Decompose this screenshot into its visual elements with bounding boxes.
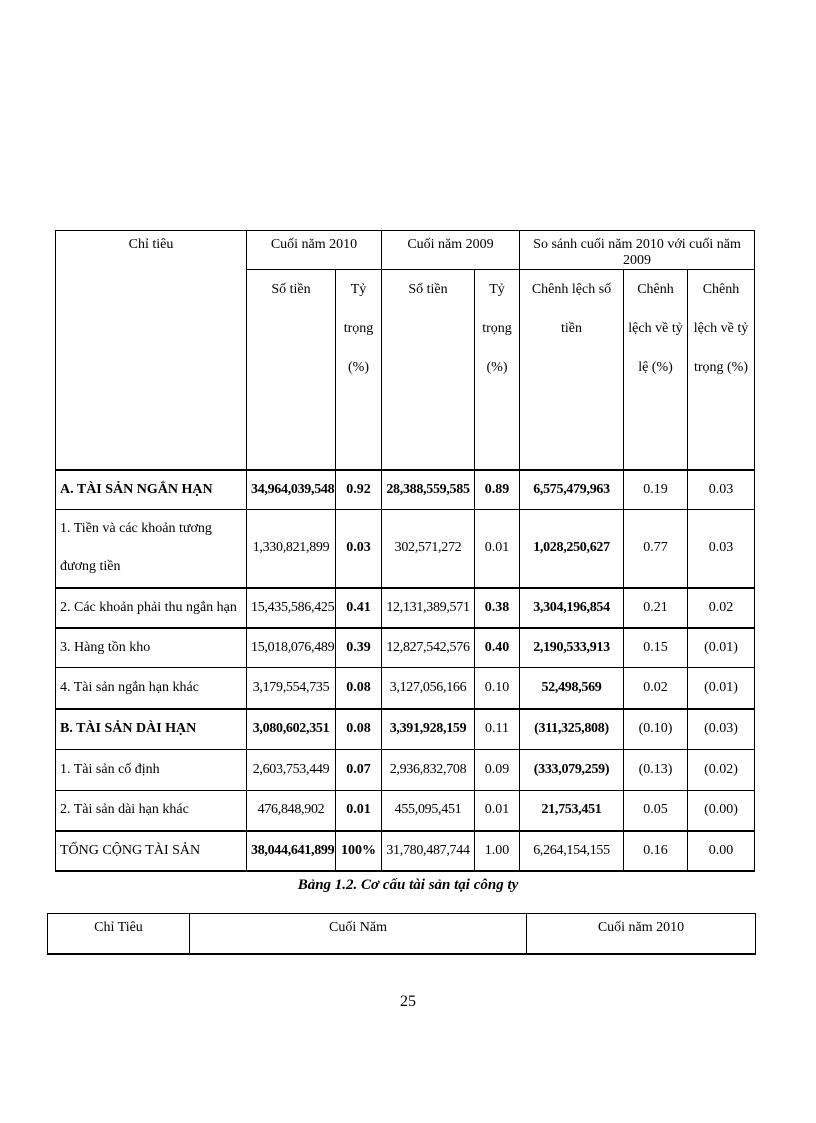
cell-so-tien-2009: 31,780,487,744 — [382, 831, 475, 871]
cell-ty-trong-2010: 0.41 — [336, 588, 382, 628]
cell-chenh-lech-ty-trong: 0.02 — [688, 588, 755, 628]
header-cuoi-2009: Cuối năm 2009 — [382, 231, 520, 270]
cell-so-tien-2009: 28,388,559,585 — [382, 470, 475, 510]
cell-chenh-lech-ty-le: 0.77 — [624, 510, 688, 588]
table-row — [56, 628, 755, 668]
header-cuoi-2010: Cuối năm 2010 — [247, 231, 382, 270]
cell-chenh-lech-so-tien: 6,264,154,155 — [520, 831, 624, 871]
header-chenh-lech-so-tien: Chênh lệch số tiền — [520, 270, 624, 470]
cell-ty-trong-2010: 0.92 — [336, 470, 382, 510]
cell-so-tien-2009: 12,131,389,571 — [382, 588, 475, 628]
cell-ty-trong-2010: 0.07 — [336, 750, 382, 791]
cell-so-tien-2010: 15,018,076,489 — [247, 628, 336, 668]
cell-ty-trong-2010: 0.08 — [336, 668, 382, 709]
cell-ty-trong-2010: 100% — [336, 831, 382, 871]
header-chenh-lech-ty-trong: Chênh lệch về tỷ trọng (%) — [688, 270, 755, 470]
cell-ty-trong-2009: 0.38 — [475, 588, 520, 628]
cell-chenh-lech-ty-le: 0.15 — [624, 628, 688, 668]
cell-chenh-lech-ty-le: 0.02 — [624, 668, 688, 709]
cell-so-tien-2009: 3,391,928,159 — [382, 709, 475, 750]
cell-so-tien-2010: 3,179,554,735 — [247, 668, 336, 709]
cell-chenh-lech-ty-trong: (0.03) — [688, 709, 755, 750]
cell-so-tien-2009: 302,571,272 — [382, 510, 475, 588]
asset-structure-table — [55, 230, 755, 872]
cell-chenh-lech-so-tien: 21,753,451 — [520, 791, 624, 831]
header-so-tien-2010: Số tiền — [247, 270, 336, 470]
cell-ty-trong-2009: 0.89 — [475, 470, 520, 510]
table-row — [56, 588, 755, 628]
row-label: 3. Hàng tồn kho — [56, 628, 247, 668]
header-ty-trong-2009: Tỷ trọng (%) — [475, 270, 520, 470]
cell-chenh-lech-ty-trong: 0.00 — [688, 831, 755, 871]
cell-so-tien-2010: 3,080,602,351 — [247, 709, 336, 750]
cell-chenh-lech-ty-trong: (0.00) — [688, 791, 755, 831]
cell-ty-trong-2010: 0.01 — [336, 791, 382, 831]
cell-so-tien-2010: 38,044,641,899 — [247, 831, 336, 871]
cell-so-tien-2009: 2,936,832,708 — [382, 750, 475, 791]
table-row — [56, 668, 755, 709]
cell-so-tien-2009: 3,127,056,166 — [382, 668, 475, 709]
table-row — [56, 470, 755, 510]
header-chi-tieu: Chỉ tiêu — [56, 231, 247, 470]
row-label: B. TÀI SẢN DÀI HẠN — [56, 709, 247, 750]
cell-so-tien-2010: 2,603,753,449 — [247, 750, 336, 791]
header-so-sanh: So sánh cuối năm 2010 với cuối năm 2009 — [520, 231, 755, 270]
cell-ty-trong-2009: 0.11 — [475, 709, 520, 750]
cell-ty-trong-2010: 0.08 — [336, 709, 382, 750]
cell-ty-trong-2010: 0.39 — [336, 628, 382, 668]
cell-chenh-lech-so-tien: (311,325,808) — [520, 709, 624, 750]
cell-so-tien-2010: 15,435,586,425 — [247, 588, 336, 628]
table-row — [56, 750, 755, 791]
cell-chenh-lech-ty-le: 0.19 — [624, 470, 688, 510]
cell-chenh-lech-so-tien: 3,304,196,854 — [520, 588, 624, 628]
second-table-header — [47, 913, 756, 955]
cell-ty-trong-2010: 0.03 — [336, 510, 382, 588]
cell-chenh-lech-ty-le: 0.16 — [624, 831, 688, 871]
row-label: 1. Tiền và các khoản tương đương tiền — [56, 510, 247, 588]
cell-chenh-lech-ty-le: (0.13) — [624, 750, 688, 791]
cell-chenh-lech-so-tien: 1,028,250,627 — [520, 510, 624, 588]
cell-chenh-lech-ty-trong: (0.01) — [688, 628, 755, 668]
second-header-cuoi-2010: Cuối năm 2010 — [527, 914, 756, 955]
cell-chenh-lech-ty-trong: (0.01) — [688, 668, 755, 709]
cell-chenh-lech-ty-trong: 0.03 — [688, 510, 755, 588]
header-row-1 — [56, 231, 755, 270]
row-label: 2. Các khoản phải thu ngắn hạn — [56, 588, 247, 628]
cell-so-tien-2010: 34,964,039,548 — [247, 470, 336, 510]
cell-chenh-lech-ty-le: (0.10) — [624, 709, 688, 750]
cell-chenh-lech-ty-trong: (0.02) — [688, 750, 755, 791]
cell-chenh-lech-so-tien: (333,079,259) — [520, 750, 624, 791]
cell-ty-trong-2009: 0.40 — [475, 628, 520, 668]
cell-ty-trong-2009: 0.09 — [475, 750, 520, 791]
second-header-cuoi-nam: Cuối Năm — [190, 914, 527, 955]
cell-chenh-lech-ty-le: 0.05 — [624, 791, 688, 831]
table-row — [56, 510, 755, 588]
cell-chenh-lech-so-tien: 2,190,533,913 — [520, 628, 624, 668]
cell-ty-trong-2009: 0.01 — [475, 510, 520, 588]
row-label: 4. Tài sản ngắn hạn khác — [56, 668, 247, 709]
header-so-tien-2009: Số tiền — [382, 270, 475, 470]
header-ty-trong-2010: Tỷ trọng (%) — [336, 270, 382, 470]
cell-chenh-lech-ty-le: 0.21 — [624, 588, 688, 628]
cell-so-tien-2009: 12,827,542,576 — [382, 628, 475, 668]
cell-chenh-lech-so-tien: 6,575,479,963 — [520, 470, 624, 510]
page-number: 25 — [400, 993, 416, 1010]
table-row-total — [56, 831, 755, 871]
row-label: 2. Tài sản dài hạn khác — [56, 791, 247, 831]
second-header-chi-tieu: Chỉ Tiêu — [48, 914, 190, 955]
header-chenh-lech-ty-le: Chênh lệch về tỷ lệ (%) — [624, 270, 688, 470]
row-label: TỔNG CỘNG TÀI SẢN — [56, 831, 247, 871]
table-caption: Bảng 1.2. Cơ cấu tài sản tại công ty — [297, 877, 519, 893]
row-label: 1. Tài sản cố định — [56, 750, 247, 791]
cell-ty-trong-2009: 0.01 — [475, 791, 520, 831]
cell-chenh-lech-so-tien: 52,498,569 — [520, 668, 624, 709]
cell-so-tien-2010: 476,848,902 — [247, 791, 336, 831]
table-row — [56, 791, 755, 831]
row-label: A. TÀI SẢN NGẮN HẠN — [56, 470, 247, 510]
cell-so-tien-2010: 1,330,821,899 — [247, 510, 336, 588]
cell-chenh-lech-ty-trong: 0.03 — [688, 470, 755, 510]
cell-ty-trong-2009: 0.10 — [475, 668, 520, 709]
cell-ty-trong-2009: 1.00 — [475, 831, 520, 871]
cell-so-tien-2009: 455,095,451 — [382, 791, 475, 831]
table-row — [56, 709, 755, 750]
second-header-row — [48, 914, 756, 955]
